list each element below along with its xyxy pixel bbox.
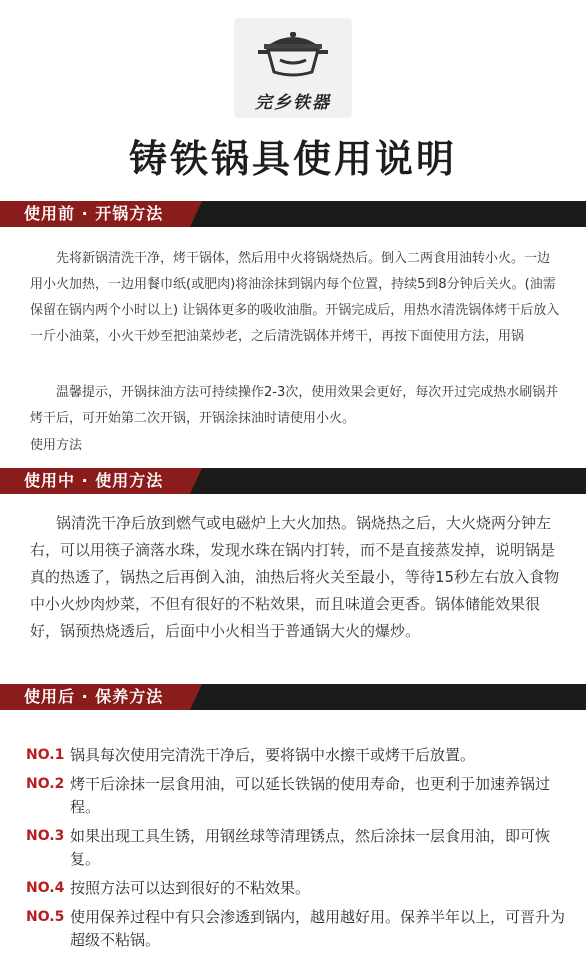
- care-list: [26, 744, 566, 958]
- pot-logo-icon: [256, 26, 330, 86]
- item-text: 使用保养过程中有只会渗透到锅内，越用越好用。保养半年以上，可晋升为超级不粘锅。: [70, 908, 566, 949]
- page-title: 铸铁锅具使用说明: [128, 137, 457, 181]
- item-number: NO.2: [26, 776, 65, 792]
- item-text: 烤干后涂抹一层食用油，可以延长铁锅的使用寿命，也更利于加速养锅过程。: [70, 775, 551, 816]
- section-header-after: [0, 684, 586, 710]
- list-item: [26, 877, 566, 900]
- logo-brand-text: 完乡铁器: [255, 93, 331, 113]
- paragraph-seasoning: 先将新锅清洗干净，烤干锅体，然后用中火将锅烧热后。倒入二两食用油转小火。一边用小火加热，一边用餐巾纸(或肥肉)将油涂抹到锅内每个位置，持续5到8分钟后关火。(油需保留在锅内两个小时以上) 让锅体更多的吸收油脂。开锅完成后，用热水清洗锅体烤干后放入一斤小油菜，小火干炒至把油菜炒老，之后清洗锅体并烤干，再按下面使用方法，用锅: [30, 251, 560, 344]
- item-number: NO.1: [26, 747, 65, 763]
- section-header-before: [0, 201, 586, 227]
- list-item: [26, 744, 566, 767]
- section-title-before: 使用前 · 开锅方法: [0, 201, 190, 227]
- item-number: NO.3: [26, 828, 65, 844]
- item-number: NO.4: [26, 880, 65, 896]
- item-text: 如果出现工具生锈，用钢丝球等清理锈点，然后涂抹一层食用油，即可恢复。: [70, 827, 551, 868]
- section-title-during: 使用中 · 使用方法: [0, 468, 190, 494]
- brand-logo: [234, 18, 352, 118]
- item-text: 按照方法可以达到很好的不粘效果。: [70, 879, 311, 897]
- paragraph-usage: 锅清洗干净后放到燃气或电磁炉上大火加热。锅烧热之后，大火烧两分钟左右，可以用筷子滴落水珠，发现水珠在锅内打转，而不是直接蒸发掉，说明锅是真的热透了，锅热之后再倒入油，油热后将火关至最小，等待15秒左右放入食物中小火炒肉炒菜，不但有很好的不粘效果，而且味道会更香。锅体储能效果很好，锅预热烧透后，后面中小火相当于普通锅大火的爆炒。: [30, 514, 560, 640]
- section-header-during: [0, 468, 586, 494]
- list-item: [26, 773, 566, 819]
- paragraph-warm-tip: 温馨提示，开锅抹油方法可持续操作2-3次，使用效果会更好，每次开过完成热水刷锅并烤干后，可开始第二次开锅，开锅涂抹油时请使用小火。: [30, 385, 559, 426]
- usage-method-label: 使用方法: [30, 438, 83, 453]
- list-item: [26, 906, 566, 952]
- item-text: 锅具每次使用完清洗干净后，要将锅中水擦干或烤干后放置。: [70, 746, 476, 764]
- item-number: NO.5: [26, 909, 65, 925]
- section-title-after: 使用后 · 保养方法: [0, 684, 190, 710]
- list-item: [26, 825, 566, 871]
